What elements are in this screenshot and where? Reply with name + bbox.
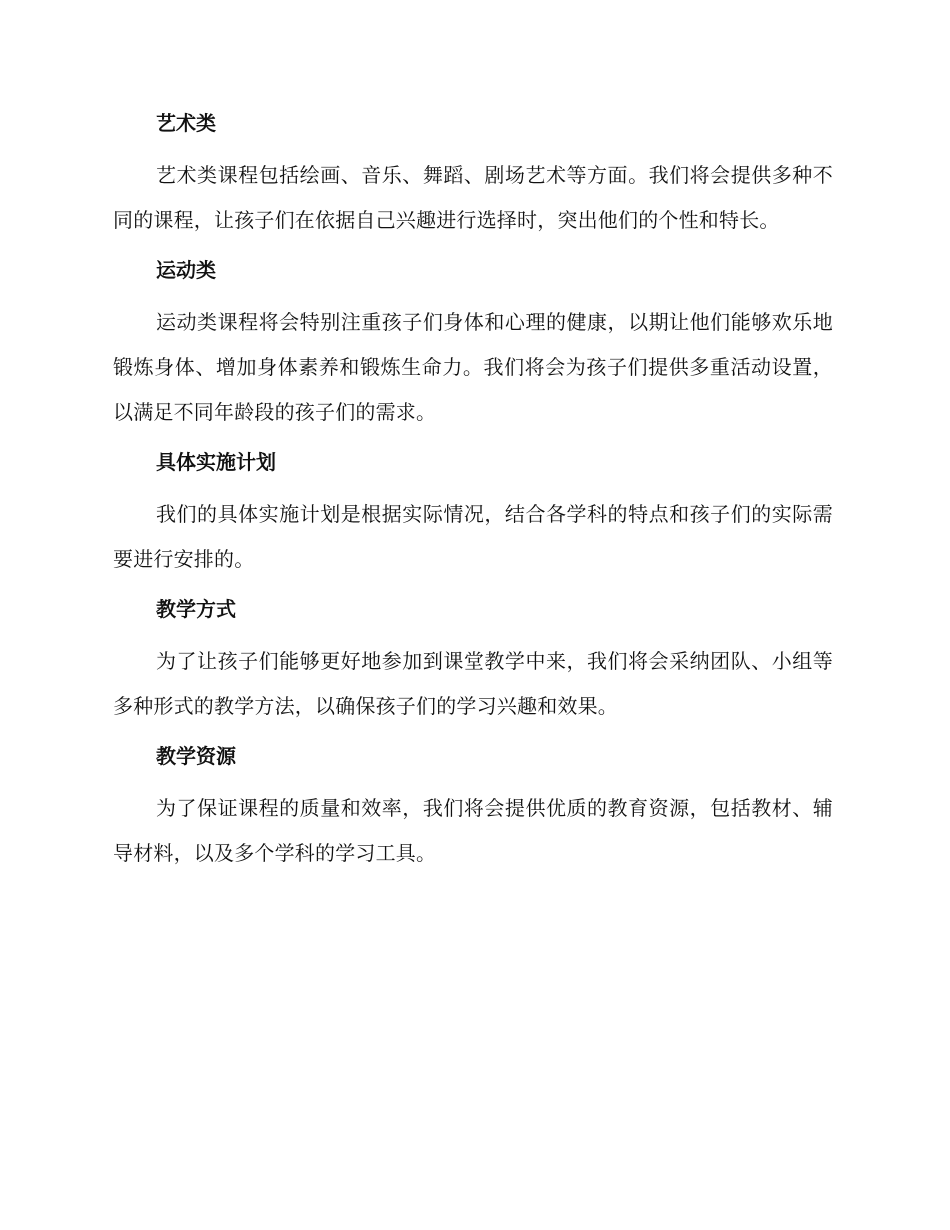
- section-paragraph: 我们的具体实施计划是根据实际情况，结合各学科的特点和孩子们的实际需要进行安排的。: [113, 502, 833, 571]
- section-heading: 教学资源: [156, 744, 236, 768]
- section-paragraph: 运动类课程将会特别注重孩子们身体和心理的健康，以期让他们能够欢乐地锻炼身体、增加身体素养和锻炼生命力。我们将会为孩子们提供多重活动设置，以满足不同年龄段的孩子们的需求。: [113, 310, 833, 424]
- section-heading: 具体实施计划: [156, 450, 276, 474]
- section-paragraph: 为了保证课程的质量和效率，我们将会提供优质的教育资源，包括教材、辅导材料，以及多个学科的学习工具。: [113, 796, 833, 865]
- document-page: [113, 108, 833, 888]
- section-implementation-plan: [113, 447, 833, 582]
- section-heading: 教学方式: [156, 597, 236, 621]
- section-sports: [113, 255, 833, 435]
- section-teaching-methods: [113, 594, 833, 729]
- section-paragraph: 为了让孩子们能够更好地参加到课堂教学中来，我们将会采纳团队、小组等多种形式的教学方法，以确保孩子们的学习兴趣和效果。: [113, 649, 833, 718]
- section-heading: 运动类: [156, 258, 216, 282]
- section-arts: [113, 108, 833, 243]
- section-paragraph: 艺术类课程包括绘画、音乐、舞蹈、剧场艺术等方面。我们将会提供多种不同的课程，让孩子们在依据自己兴趣进行选择时，突出他们的个性和特长。: [113, 163, 833, 232]
- section-heading: 艺术类: [156, 111, 216, 135]
- section-teaching-resources: [113, 741, 833, 876]
